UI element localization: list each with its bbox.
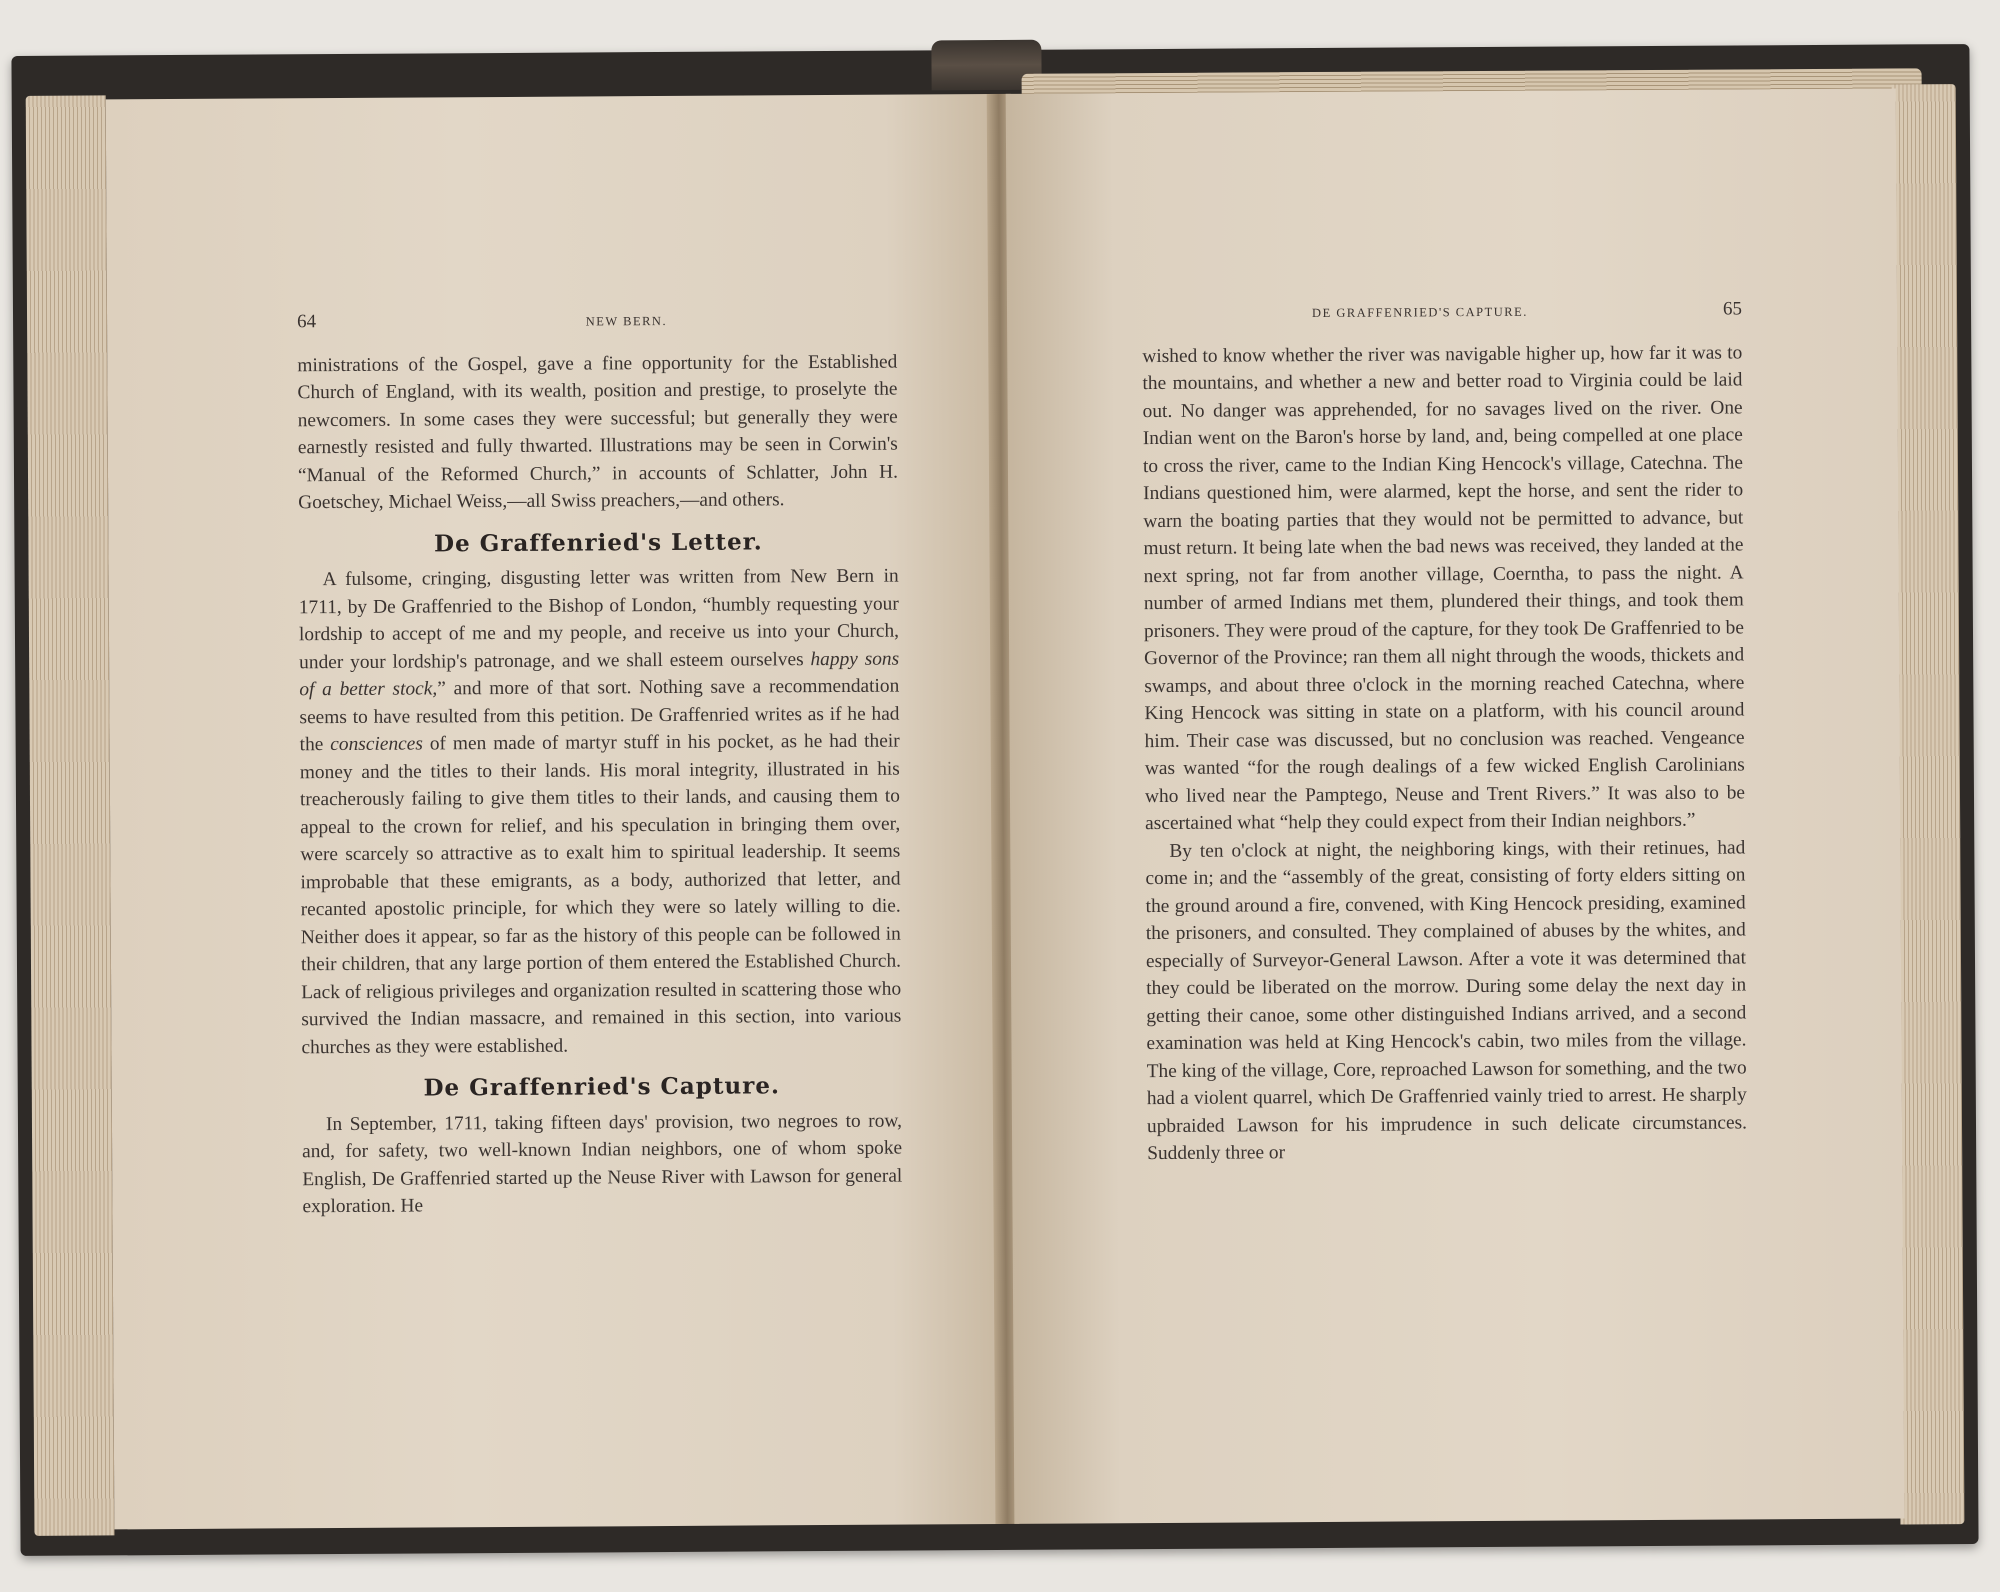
running-title: DE GRAFFENRIED'S CAPTURE. xyxy=(1311,304,1528,321)
paragraph xyxy=(299,563,902,1062)
running-title: NEW BERN. xyxy=(585,313,668,329)
right-page-text xyxy=(1142,295,1747,1167)
section-heading: De Graffenried's Letter. xyxy=(433,527,763,557)
right-page xyxy=(1006,88,1905,1523)
text-run: of men made of martyr stuff in his pocket, as he had their money and the titles to their lands. His moral integrity, illustrated in his treacherously failing to give them titles to their lands, and causing them to appeal to the crown for relief, and his speculation in bringing them over, were scarcely so attractive as to exalt him to spiritual leadership. It seems improbable that these emigrants, as a body, authorized that letter, and recanted apostolic principle, for which they were so lately willing to die. Neither does it appear, so far as the history of this people can be followed in their children, that any large portion of them entered the Established Church. Lack of religious privileges and organization resulted in scattering those who survived the Indian massacre, and remained in this section, into various churches as they were established. xyxy=(299,730,902,1058)
text-run: ” and more of that sort. Nothing save a recommendation seems to have resulted from this petition. De Graffenried writes as if he had the xyxy=(299,675,900,756)
left-page-text xyxy=(297,305,903,1221)
paragraph: In September, 1711, taking fifteen days' provision, two negroes to row, and, for safety, two well-known Indian neighbors, one of whom spoke English, De Graffenried started up the Neuse River with Lawson for general exploration. He xyxy=(302,1110,903,1218)
paragraph: By ten o'clock at night, the neighboring kings, with their retinues, had come in; and the “assembly of the great, consisting of forty elders sitting on the ground around a fire, convened, with King Hencock presiding, examined the prisoners, and consulted. They complained of abuses by the whites, and especially of Surveyor-General Lawson. After a vote it was determined that they could be liberated on the morrow. During some delay the next day in getting their canoe, some other distinguished Indians arrived, and a second examination was held at King Hencock's cabin, two miles from the village. The king of the village, Core, reproached Lawson for something, and the two had a violent quarrel, which De Graffenried vainly tried to arrest. He sharply upbraided Lawson for his imprudence in such delicate circumstances. Suddenly three or xyxy=(1145,836,1748,1165)
paragraph: ministrations of the Gospel, gave a fine opportunity for the Established Church of England, with its wealth, position and prestige, to proselyte the newcomers. In some cases they were successful; but generally they were earnestly resisted and fully thwarted. Illustrations may be seen in Corwin's “Manual of the Reformed Church,” in accounts of Schlatter, John H. Goetschey, Michael Weiss,—all Swiss preachers,—and others. xyxy=(297,351,899,514)
right-running-head xyxy=(1142,295,1742,328)
page-edges-left xyxy=(26,95,115,1535)
left-page xyxy=(106,94,1001,1529)
text-run: A fulsome, cringing, disgusting letter was written from New Bern in 1711, by De Graffenried to the Bishop of London, “humbly requesting your lordship to accept of me and my people, and receive us into your Church, under your lordship's patronage, and we shall esteem ourselves xyxy=(298,565,900,673)
section-heading: De Graffenried's Capture. xyxy=(423,1072,780,1102)
page-number: 65 xyxy=(1722,298,1743,320)
italic-text: happy sons of a better stock, xyxy=(299,648,900,701)
open-book xyxy=(11,44,1978,1556)
paragraph: wished to know whether the river was navigable higher up, how far it was to the mountains, and whether a new and better road to Virginia could be laid out. No danger was apprehended, for no savages lived on the river. One Indian went on the Baron's horse by land, and, being compelled at one place to cross the river, came to the Indian King Hencock's village, Catechna. The Indians questioned him, were alarmed, kept the horse, and sent the rider to warn the boating parties that they would not be permitted to advance, but must return. It being late when the bad news was received, they landed at the next spring, not far from another village, Coerntha, to pass the night. A number of armed Indians met them, plundered their things, and took them prisoners. They were proud of the capture, for they took De Graffenried to be Governor of the Province; ran them all night through the woods, thickets and swamps, and about three o'clock in the morning reached Catechna, where King Hencock was sitting in state on a platform, with his council around him. Their case was discussed, but no conclusion was reached. Vengeance was wanted “for the rough dealings of a few wicked English Carolinians who lived near the Pamptego, Neuse and Trent Rivers.” It was also to be ascertained what “help they could expect from their Indian neighbors.” xyxy=(1142,341,1746,835)
italic-text: consciences xyxy=(330,733,423,756)
page-number: 64 xyxy=(297,311,317,333)
left-running-head xyxy=(297,305,897,338)
